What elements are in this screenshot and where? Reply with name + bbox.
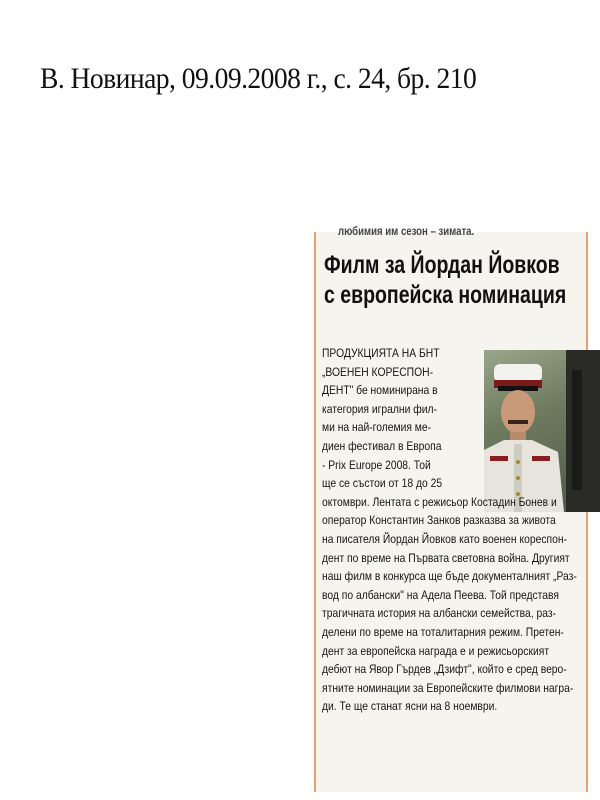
body-line: ПРОДУКЦИЯТА НА БНТ bbox=[322, 346, 440, 360]
body-line: ще се състои от 18 до 25 bbox=[322, 476, 443, 491]
body-line: делени по време на тоталитарния режим. Претен- bbox=[322, 624, 564, 639]
body-line: - Prix Europe 2008. Той bbox=[322, 457, 431, 472]
source-citation: В. Новинар, 09.09.2008 г., с. 24, бр. 210 bbox=[40, 62, 477, 95]
body-line: октомври. Лентата с режисьор Костадин Бонев и bbox=[322, 494, 557, 509]
headline-line-2: с европейска номинация bbox=[324, 281, 567, 309]
body-line: ДЕНТ" бе номинирана в bbox=[322, 383, 438, 398]
body-line: категория игрални фил- bbox=[322, 401, 437, 416]
previous-article-tail: любимия им сезон – зимата. bbox=[338, 224, 475, 238]
body-line: дент за европейска награда е и режисьорският bbox=[322, 643, 550, 658]
body-line: дент по време на Първата световна война. Другият bbox=[322, 550, 570, 565]
body-line: ди. Те ще станат ясни на 8 ноември. bbox=[322, 699, 498, 714]
body-line: ятните номинации за Европейските филмови награ- bbox=[322, 680, 574, 695]
article-body bbox=[322, 344, 584, 716]
newspaper-clipping bbox=[314, 224, 588, 792]
body-line: на писателя Йордан Йовков като военен кореспон- bbox=[322, 531, 567, 546]
headline-line-1: Филм за Йордан Йовков bbox=[324, 251, 560, 279]
body-line: вод по албански" на Адела Пеева. Той представя bbox=[322, 587, 559, 602]
body-line: наш филм в конкурса ще бъде документалният „Раз- bbox=[322, 569, 577, 584]
body-line: дебют на Явор Гърдев „Дзифт", който е сред веро- bbox=[322, 662, 567, 677]
body-line: оператор Константин Занков разказва за живота bbox=[322, 513, 556, 528]
body-line: ми на най-големия ме- bbox=[322, 420, 432, 435]
body-line: трагичната история на албански семейства, раз- bbox=[322, 606, 557, 621]
body-line: „ВОЕНЕН КОРЕСПОН- bbox=[322, 364, 434, 379]
article-headline bbox=[324, 250, 567, 310]
body-line: диен фестивал в Европа bbox=[322, 438, 442, 453]
